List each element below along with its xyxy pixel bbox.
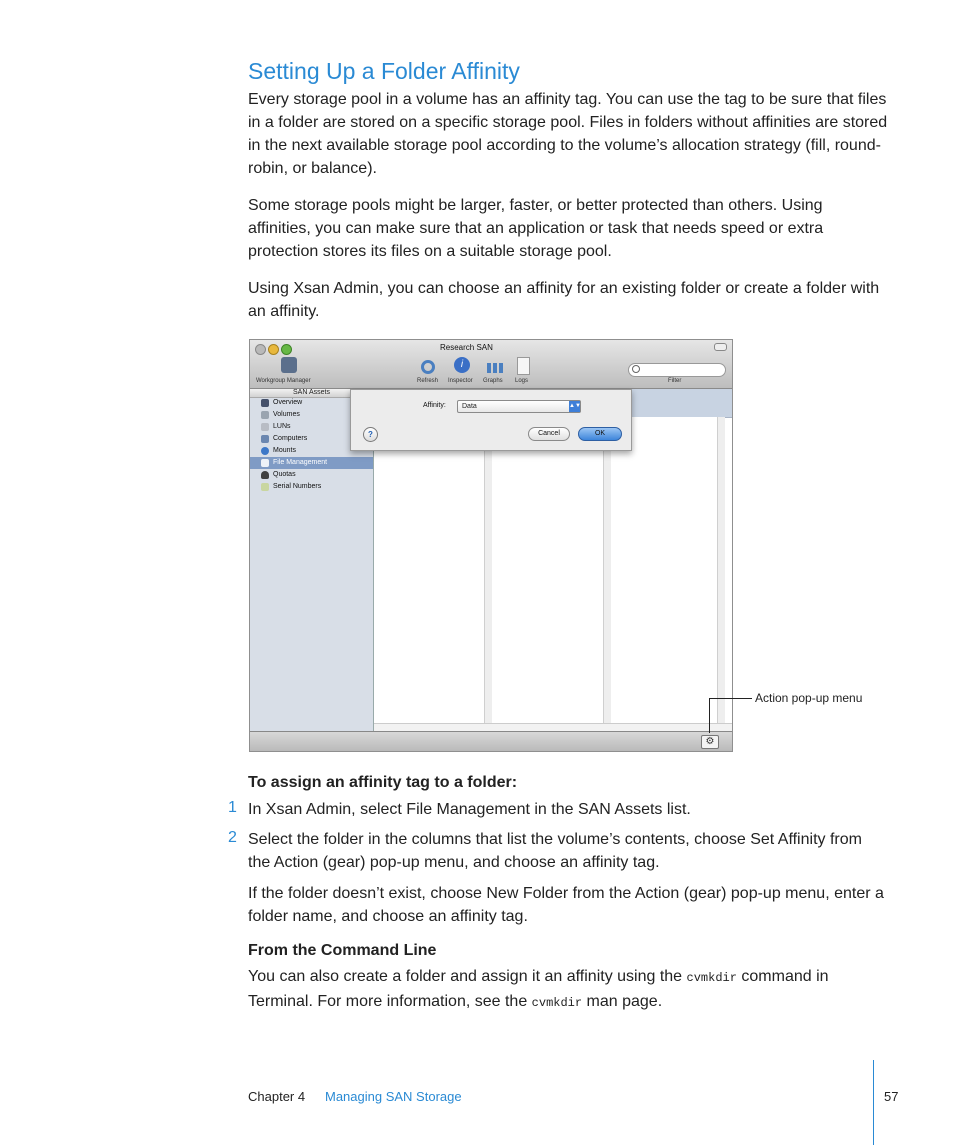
popup-arrows-icon: ▲▼: [569, 401, 580, 412]
cancel-button[interactable]: Cancel: [528, 427, 570, 441]
logs-icon[interactable]: [517, 357, 530, 375]
step-text: In Xsan Admin, select File Management in the SAN Assets list.: [248, 801, 691, 818]
luns-icon: [261, 423, 269, 431]
sidebar-item-serial-numbers[interactable]: Serial Numbers: [250, 481, 373, 493]
column-scrollbar[interactable]: [603, 417, 611, 723]
footer-chapter-name[interactable]: Managing SAN Storage: [325, 1089, 462, 1104]
callout-line: [720, 698, 752, 699]
step-number: 2: [228, 829, 237, 846]
sidebar-item-computers[interactable]: Computers: [250, 433, 373, 445]
affinity-label: Affinity:: [423, 402, 446, 409]
cvmkdir-code: cvmkdir: [531, 996, 583, 1010]
sidebar-item-volumes[interactable]: Volumes: [250, 409, 373, 421]
callout-line: [709, 698, 710, 733]
sidebar-item-mounts[interactable]: Mounts: [250, 445, 373, 457]
sidebar-item-file-management[interactable]: File Management: [250, 457, 373, 469]
workgroup-manager-label: Workgroup Manager: [256, 378, 311, 384]
zoom-button[interactable]: [281, 344, 292, 355]
affinity-value: Data: [462, 403, 477, 410]
minimize-button[interactable]: [268, 344, 279, 355]
inspector-icon[interactable]: i: [454, 357, 470, 373]
computers-icon: [261, 435, 269, 443]
column-scrollbar[interactable]: [484, 417, 492, 723]
inspector-label: Inspector: [448, 378, 473, 384]
file-management-icon: [261, 459, 269, 467]
volumes-icon: [261, 411, 269, 419]
ok-button[interactable]: OK: [578, 427, 622, 441]
sidebar-header: SAN Assets: [250, 389, 373, 398]
footer-chapter: Chapter 4: [248, 1089, 306, 1104]
graphs-label: Graphs: [483, 378, 503, 384]
window-title: Research SAN: [440, 343, 493, 352]
refresh-icon[interactable]: [421, 360, 435, 374]
mounts-icon: [261, 447, 269, 455]
footer-divider: [873, 1060, 874, 1145]
page-title: Setting Up a Folder Affinity: [248, 58, 520, 84]
cvmkdir-code: cvmkdir: [686, 971, 737, 985]
browser-column[interactable]: [374, 417, 485, 723]
sidebar-item-quotas[interactable]: Quotas: [250, 469, 373, 481]
filter-search-field[interactable]: [628, 363, 726, 377]
cmdline-text: man page.: [582, 993, 663, 1010]
action-gear-icon[interactable]: ⚙: [701, 735, 719, 749]
overview-icon: [261, 399, 269, 407]
storage-pools-paragraph: Some storage pools might be larger, faster, or better protected than others. Using affinities, you can make sure that an application or task that needs speed or extra protection stores its files on a suitable storage pool.: [248, 197, 824, 260]
procedure-heading: To assign an affinity tag to a folder:: [248, 774, 518, 791]
refresh-label: Refresh: [417, 378, 439, 384]
affinity-sheet: [350, 389, 632, 451]
browser-column[interactable]: [611, 417, 718, 723]
column-scrollbar[interactable]: [717, 417, 725, 723]
window-toolbar: [250, 340, 732, 389]
callout-line: [709, 698, 721, 699]
logs-label: Logs: [515, 378, 529, 384]
window-bottom-bar: [250, 731, 732, 752]
serial-numbers-icon: [261, 483, 269, 491]
action-popup-callout: Action pop-up menu: [755, 691, 863, 705]
close-button[interactable]: [255, 344, 266, 355]
intro-paragraph: Every storage pool in a volume has an affinity tag. You can use the tag to be sure that files in a folder are stored on a specific storage pool. Files in folders without affinities are stored in the next available storage pool according to the volume’s allocation strategy (fill, round-robin, or balance).: [248, 91, 888, 177]
filter-label: Filter: [668, 378, 682, 384]
graphs-icon[interactable]: [487, 363, 503, 373]
cmdline-text: You can also create a folder and assign it an affinity using the: [248, 968, 687, 985]
workgroup-manager-icon[interactable]: [281, 357, 297, 373]
help-button[interactable]: ?: [363, 427, 378, 442]
sidebar-item-overview[interactable]: Overview: [250, 397, 373, 409]
xsan-admin-paragraph: Using Xsan Admin, you can choose an affinity for an existing folder or create a folder with an affinity.: [248, 280, 880, 320]
xsan-admin-window-screenshot: [249, 339, 733, 752]
affinity-popup[interactable]: [457, 400, 581, 413]
cmdline-text: command in Terminal. For more information, see the: [248, 968, 829, 1010]
step-text: Select the folder in the columns that list the volume’s contents, choose Set Affinity from the Action (gear) pop-up menu, and choose an affinity tag.: [248, 831, 862, 871]
page-number: 57: [884, 1089, 899, 1104]
quotas-icon: [261, 471, 269, 479]
search-icon: [632, 365, 640, 373]
command-line-paragraph: [248, 965, 888, 1015]
step-number: 1: [228, 799, 237, 816]
browser-column[interactable]: [492, 417, 604, 723]
toolbar-toggle-button[interactable]: [714, 343, 727, 351]
sidebar-item-luns[interactable]: LUNs: [250, 421, 373, 433]
step-note: If the folder doesn’t exist, choose New Folder from the Action (gear) pop-up menu, enter a folder name, and choose an affinity tag.: [248, 885, 884, 925]
command-line-heading: From the Command Line: [248, 942, 437, 959]
